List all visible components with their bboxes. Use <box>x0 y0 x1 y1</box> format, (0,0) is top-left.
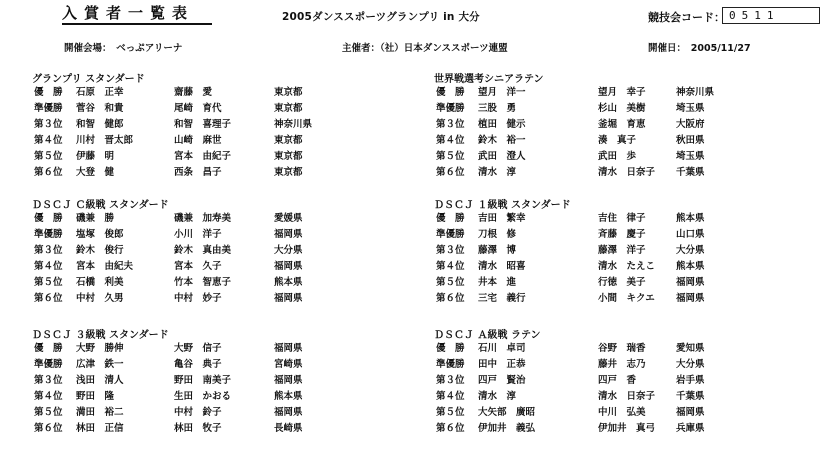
leader: 塩塚 俊郎 <box>76 229 124 240</box>
leader: 藤澤 博 <box>478 245 517 256</box>
rank: 優 勝 <box>34 87 63 98</box>
rank: 第６位 <box>34 167 63 178</box>
prefecture: 福岡県 <box>274 261 303 272</box>
prefecture: 埼玉県 <box>676 151 705 162</box>
rank: 第６位 <box>436 293 465 304</box>
section-title: ＤＳＣＪ Ａ級戦 ラテン <box>434 330 541 341</box>
leader: 浅田 清人 <box>76 375 124 386</box>
rank: 第５位 <box>436 151 465 162</box>
leader: 刀根 修 <box>478 229 517 240</box>
partner: 中川 弘美 <box>598 407 646 418</box>
prefecture: 神奈川県 <box>274 119 313 130</box>
partner: 齋藤 愛 <box>174 87 213 98</box>
prefecture: 熊本県 <box>274 391 303 402</box>
rank: 第６位 <box>34 293 63 304</box>
leader: 清水 昭喜 <box>478 261 526 272</box>
prefecture: 千葉県 <box>676 391 705 402</box>
rank: 第３位 <box>436 245 465 256</box>
leader: 三宅 義行 <box>478 293 526 304</box>
leader: 石橋 利美 <box>76 277 124 288</box>
event-title: 2005ダンススポーツグランプリ in 大分 <box>282 11 480 23</box>
partner: 吉住 律子 <box>598 213 646 224</box>
prefecture: 福岡県 <box>274 343 303 354</box>
prefecture: 福岡県 <box>274 407 303 418</box>
leader: 林田 正信 <box>76 423 124 434</box>
rank: 第５位 <box>34 407 63 418</box>
leader: 満田 裕二 <box>76 407 124 418</box>
organizer-text: 主催者：（社）日本ダンススポーツ連盟 <box>342 43 508 54</box>
leader: 石川 卓司 <box>478 343 526 354</box>
partner: 中村 鈴子 <box>174 407 222 418</box>
leader: 武田 澄人 <box>478 151 526 162</box>
partner: 小川 洋子 <box>174 229 222 240</box>
leader: 川村 晋太郎 <box>76 135 134 146</box>
partner: 林田 牧子 <box>174 423 222 434</box>
partner: 谷野 瑞香 <box>598 343 646 354</box>
prefecture: 大阪府 <box>676 119 705 130</box>
page-title: 入賞者一覧表 <box>62 4 212 25</box>
rank: 第６位 <box>436 423 465 434</box>
prefecture: 熊本県 <box>676 213 705 224</box>
prefecture: 東京都 <box>274 87 303 98</box>
prefecture: 福岡県 <box>274 293 303 304</box>
partner: 斉藤 慶子 <box>598 229 646 240</box>
prefecture: 熊本県 <box>676 261 705 272</box>
prefecture: 大分県 <box>274 245 303 256</box>
partner: 磯兼 加寿美 <box>174 213 232 224</box>
rank: 第４位 <box>436 261 465 272</box>
prefecture: 大分県 <box>676 245 705 256</box>
partner: 生田 かおる <box>174 391 232 402</box>
leader: 磯兼 勝 <box>76 213 115 224</box>
leader: 鈴木 裕一 <box>478 135 526 146</box>
section-title: 世界戦選考シニアラテン <box>434 74 544 85</box>
leader: 三股 勇 <box>478 103 517 114</box>
leader: 石原 正幸 <box>76 87 124 98</box>
partner: 清水 日奈子 <box>598 391 656 402</box>
partner: 中村 妙子 <box>174 293 222 304</box>
prefecture: 千葉県 <box>676 167 705 178</box>
rank: 第３位 <box>34 375 63 386</box>
rank: 準優勝 <box>34 103 63 114</box>
partner: 望月 幸子 <box>598 87 646 98</box>
partner: 藤井 志乃 <box>598 359 646 370</box>
prefecture: 岩手県 <box>676 375 705 386</box>
event-date-text: 開催日： 2005/11/27 <box>648 43 751 54</box>
prefecture: 福岡県 <box>274 229 303 240</box>
partner: 清水 日奈子 <box>598 167 656 178</box>
partner: 西条 昌子 <box>174 167 222 178</box>
leader: 植田 健示 <box>478 119 526 130</box>
partner: 宮本 由紀子 <box>174 151 232 162</box>
leader: 清水 淳 <box>478 391 517 402</box>
competition-code-box: 0511 <box>722 7 820 24</box>
partner: 湊 真子 <box>598 135 637 146</box>
partner: 鈴木 真由美 <box>174 245 232 256</box>
leader: 望月 洋一 <box>478 87 526 98</box>
rank: 優 勝 <box>436 343 465 354</box>
prefecture: 福岡県 <box>676 293 705 304</box>
partner: 伊加井 真弓 <box>598 423 656 434</box>
rank: 第３位 <box>34 245 63 256</box>
prefecture: 長崎県 <box>274 423 303 434</box>
prefecture: 宮崎県 <box>274 359 303 370</box>
leader: 大登 健 <box>76 167 115 178</box>
leader: 清水 淳 <box>478 167 517 178</box>
leader: 中村 久男 <box>76 293 124 304</box>
prefecture: 福岡県 <box>676 277 705 288</box>
rank: 準優勝 <box>34 359 63 370</box>
rank: 第４位 <box>436 135 465 146</box>
partner: 清水 たえこ <box>598 261 656 272</box>
leader: 野田 隆 <box>76 391 115 402</box>
prefecture: 埼玉県 <box>676 103 705 114</box>
rank: 準優勝 <box>34 229 63 240</box>
leader: 宮本 由紀夫 <box>76 261 134 272</box>
partner: 尾崎 育代 <box>174 103 222 114</box>
partner: 藤澤 洋子 <box>598 245 646 256</box>
rank: 優 勝 <box>34 213 63 224</box>
partner: 竹本 智恵子 <box>174 277 232 288</box>
partner: 四戸 香 <box>598 375 637 386</box>
section-title: ＤＳＣＪ １級戦 スタンダード <box>434 200 571 211</box>
partner: 野田 南美子 <box>174 375 232 386</box>
leader: 四戸 賢治 <box>478 375 526 386</box>
rank: 第３位 <box>436 119 465 130</box>
rank: 第６位 <box>34 423 63 434</box>
prefecture: 兵庫県 <box>676 423 705 434</box>
partner: 釜堀 育恵 <box>598 119 646 130</box>
partner: 亀谷 典子 <box>174 359 222 370</box>
rank: 準優勝 <box>436 103 465 114</box>
prefecture: 東京都 <box>274 135 303 146</box>
prefecture: 熊本県 <box>274 277 303 288</box>
partner: 和智 喜理子 <box>174 119 232 130</box>
rank: 第３位 <box>34 119 63 130</box>
leader: 大矢部 廣昭 <box>478 407 536 418</box>
partner: 小間 キクエ <box>598 293 655 304</box>
partner: 杉山 美樹 <box>598 103 646 114</box>
leader: 大野 勝伸 <box>76 343 124 354</box>
rank: 準優勝 <box>436 229 465 240</box>
rank: 第４位 <box>34 135 63 146</box>
leader: 鈴木 俊行 <box>76 245 124 256</box>
leader: 菅谷 和貴 <box>76 103 124 114</box>
leader: 田中 正恭 <box>478 359 526 370</box>
prefecture: 愛知県 <box>676 343 705 354</box>
rank: 優 勝 <box>436 213 465 224</box>
leader: 吉田 繁幸 <box>478 213 526 224</box>
rank: 優 勝 <box>34 343 63 354</box>
competition-code-label: 競技会コード： <box>648 11 725 24</box>
prefecture: 愛媛県 <box>274 213 303 224</box>
leader: 和智 健郎 <box>76 119 124 130</box>
leader: 伊藤 明 <box>76 151 115 162</box>
partner: 宮本 久子 <box>174 261 222 272</box>
leader: 井本 進 <box>478 277 517 288</box>
rank: 優 勝 <box>436 87 465 98</box>
section-title: ＤＳＣＪ ３級戦 スタンダード <box>32 330 169 341</box>
rank: 第４位 <box>34 261 63 272</box>
prefecture: 神奈川県 <box>676 87 715 98</box>
prefecture: 山口県 <box>676 229 705 240</box>
partner: 武田 歩 <box>598 151 637 162</box>
section-title: ＤＳＣＪ Ｃ級戦 スタンダード <box>32 200 169 211</box>
prefecture: 福岡県 <box>676 407 705 418</box>
prefecture: 秋田県 <box>676 135 705 146</box>
venue-text: 開催会場： べっぷアリーナ <box>64 43 183 54</box>
partner: 大野 信子 <box>174 343 222 354</box>
rank: 第５位 <box>436 407 465 418</box>
rank: 第４位 <box>34 391 63 402</box>
prefecture: 東京都 <box>274 167 303 178</box>
rank: 第４位 <box>436 391 465 402</box>
prefecture: 大分県 <box>676 359 705 370</box>
prefecture: 福岡県 <box>274 375 303 386</box>
leader: 広津 鉄一 <box>76 359 124 370</box>
rank: 第５位 <box>34 277 63 288</box>
rank: 第５位 <box>34 151 63 162</box>
rank: 第３位 <box>436 375 465 386</box>
leader: 伊加井 義弘 <box>478 423 536 434</box>
prefecture: 東京都 <box>274 151 303 162</box>
partner: 山崎 麻世 <box>174 135 222 146</box>
partner: 行徳 美子 <box>598 277 646 288</box>
rank: 第６位 <box>436 167 465 178</box>
rank: 第５位 <box>436 277 465 288</box>
prefecture: 東京都 <box>274 103 303 114</box>
rank: 準優勝 <box>436 359 465 370</box>
section-title: グランプリ スタンダード <box>32 74 145 85</box>
